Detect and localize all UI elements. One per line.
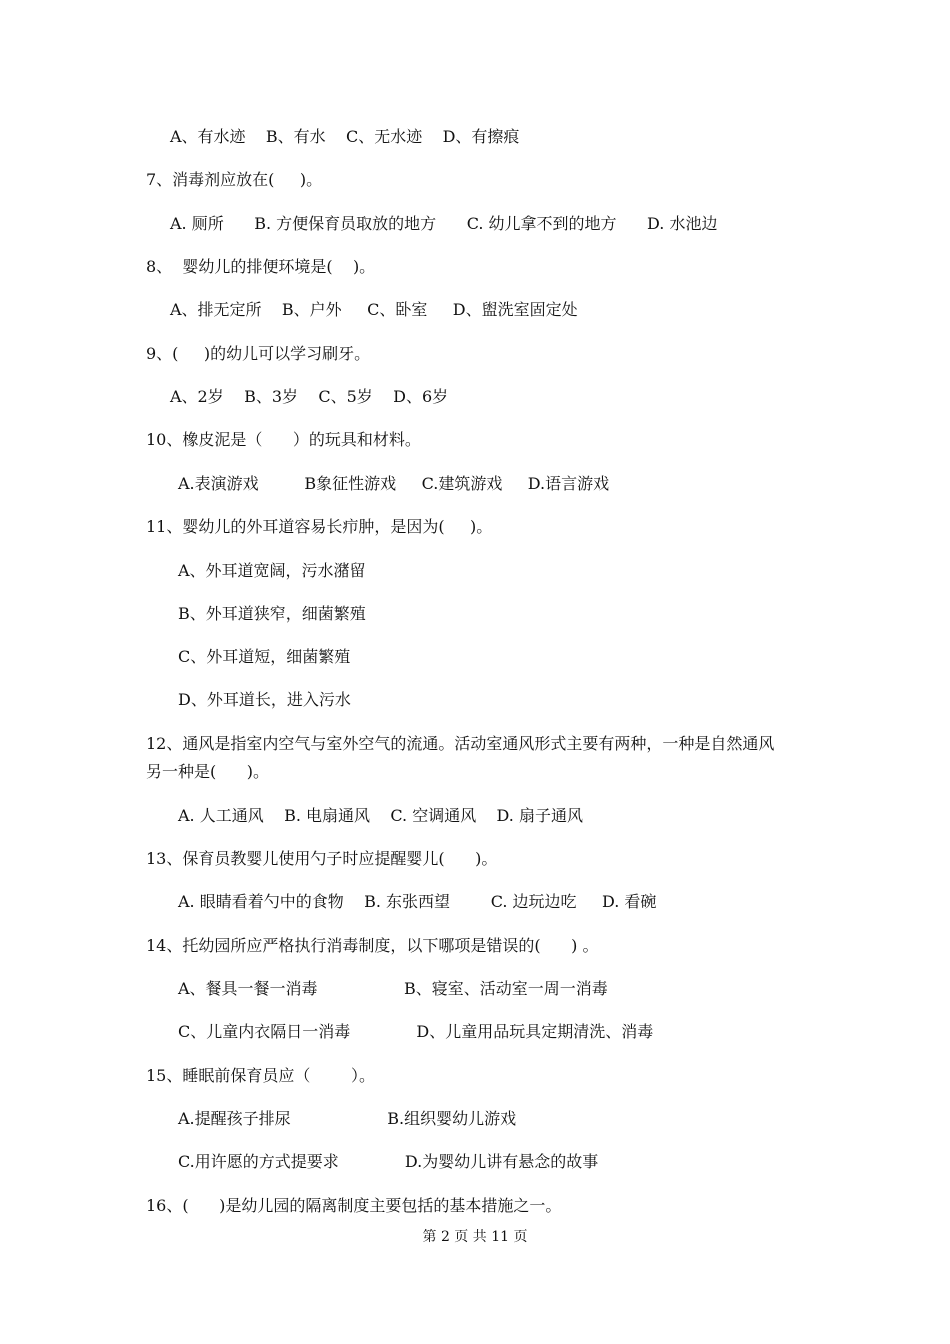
q9-stem: 9、( )的幼儿可以学习刷牙。 [146, 344, 371, 363]
q15-options-row2: C.用许愿的方式提要求 D.为婴幼儿讲有悬念的故事 [178, 1152, 599, 1171]
q14-options-row2: C、儿童内衣隔日一消毒 D、儿童用品玩具定期清洗、消毒 [178, 1022, 654, 1041]
q13-stem: 13、保育员教婴儿使用勺子时应提醒婴儿( )。 [146, 849, 498, 868]
page-footer: 第 2 页 共 11 页 [422, 1229, 528, 1245]
q7-options: A. 厕所 B. 方便保育员取放的地方 C. 幼儿拿不到的地方 D. 水池边 [170, 214, 718, 233]
q6-options: A、有水迹 B、有水 C、无水迹 D、有擦痕 [170, 127, 520, 146]
q11-stem: 11、婴幼儿的外耳道容易长疖肿，是因为( )。 [146, 517, 493, 536]
q14-stem: 14、托幼园所应严格执行消毒制度，以下哪项是错误的( ) 。 [146, 936, 599, 955]
q9-options: A、2岁 B、3岁 C、5岁 D、6岁 [170, 387, 449, 406]
q7-stem: 7、消毒剂应放在( )。 [146, 170, 323, 189]
q11-option-c: C、外耳道短，细菌繁殖 [178, 647, 351, 666]
q12-stem-line1: 12、通风是指室内空气与室外空气的流通。活动室通风形式主要有两种，一种是自然通风 [146, 734, 775, 753]
q15-options-row1: A.提醒孩子排尿 B.组织婴幼儿游戏 [178, 1109, 517, 1128]
q11-option-a: A、外耳道宽阔，污水潴留 [178, 561, 366, 580]
q10-stem: 10、橡皮泥是（ ）的玩具和材料。 [146, 430, 421, 449]
q14-options-row1: A、餐具一餐一消毒 B、寝室、活动室一周一消毒 [178, 979, 608, 998]
q15-stem: 15、睡眠前保育员应（ ）。 [146, 1066, 376, 1085]
q8-options: A、排无定所 B、户外 C、卧室 D、盥洗室固定处 [170, 300, 578, 319]
q12-stem-line2: 另一种是( )。 [146, 762, 270, 781]
q8-stem: 8、 婴幼儿的排便环境是( )。 [146, 257, 376, 276]
q12-options: A. 人工通风 B. 电扇通风 C. 空调通风 D. 扇子通风 [178, 806, 583, 825]
q16-stem: 16、( )是幼儿园的隔离制度主要包括的基本措施之一。 [146, 1196, 562, 1215]
q11-option-b: B、外耳道狭窄，细菌繁殖 [178, 604, 366, 623]
q10-options: A.表演游戏 B象征性游戏 C.建筑游戏 D.语言游戏 [178, 474, 610, 493]
q11-option-d: D、外耳道长，进入污水 [178, 690, 351, 709]
q13-options: A. 眼睛看着勺中的食物 B. 东张西望 C. 边玩边吃 D. 看碗 [178, 892, 657, 911]
